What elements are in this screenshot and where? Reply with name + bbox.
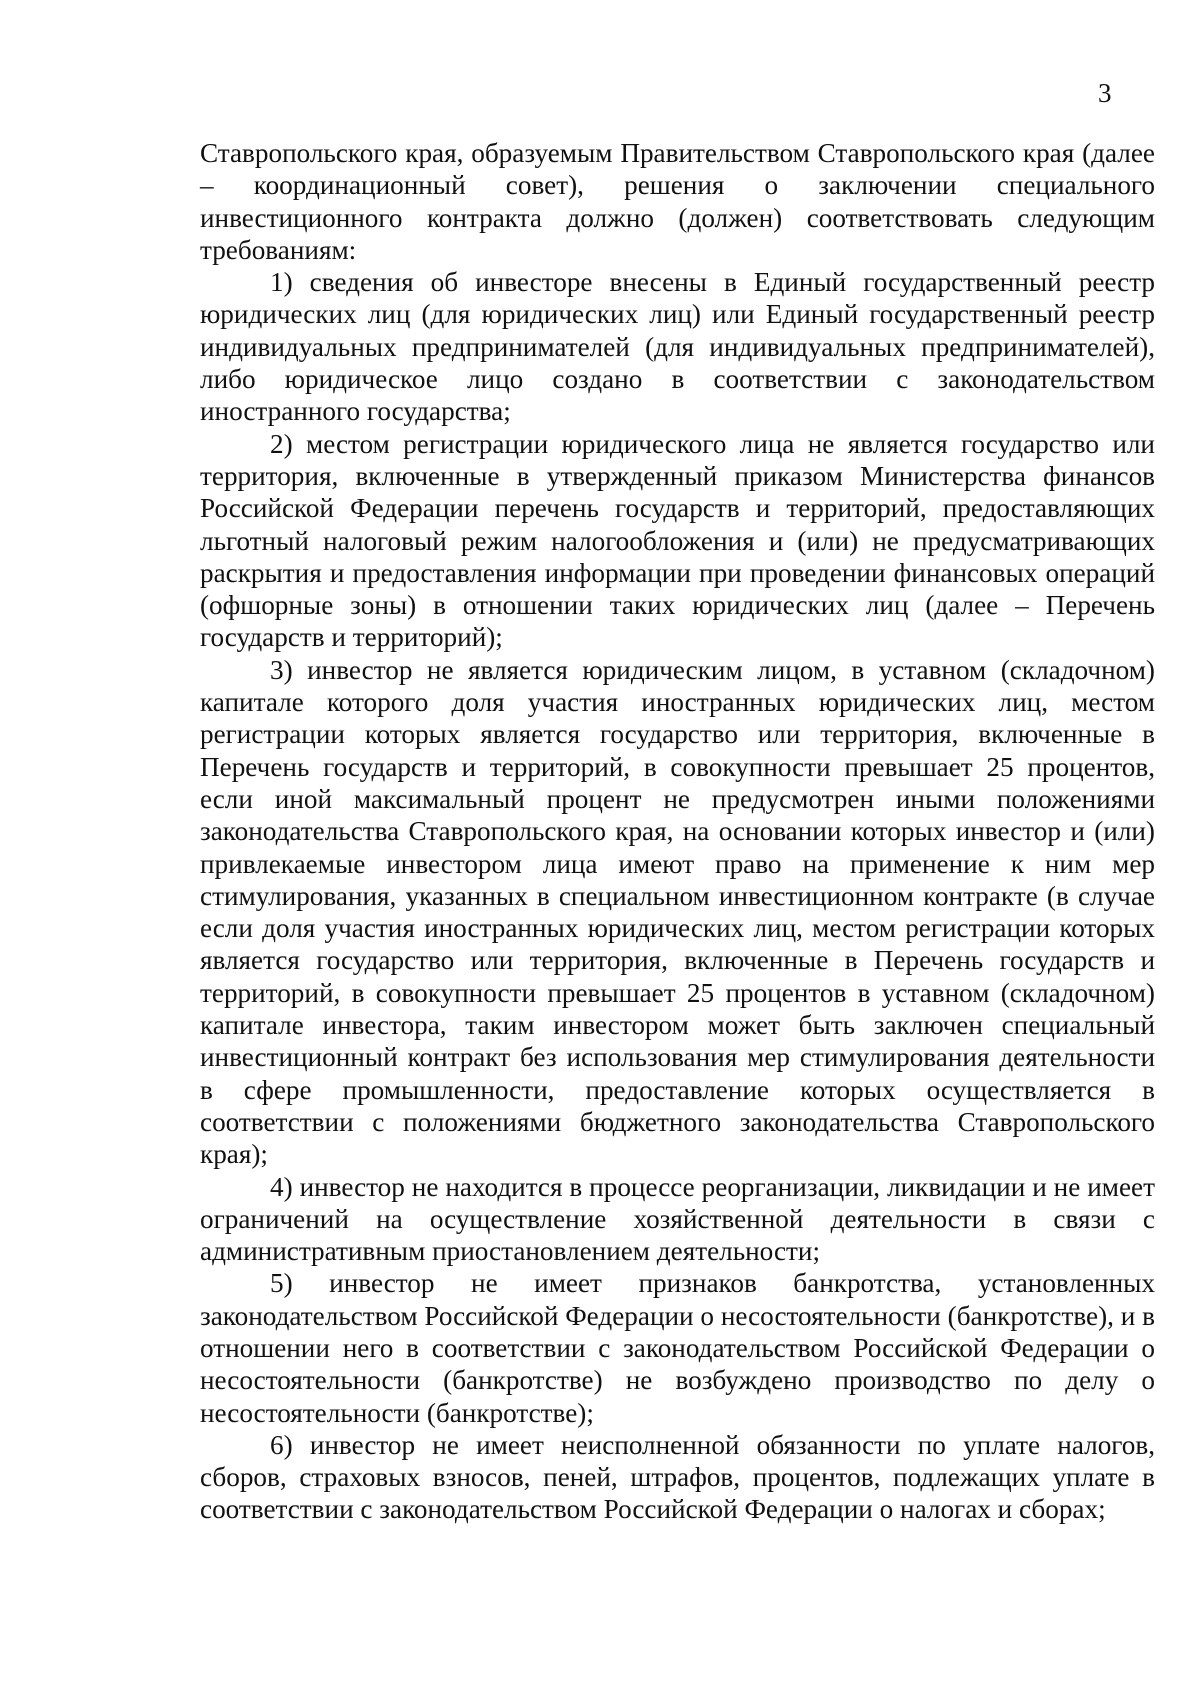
paragraph-item-6: 6) инвестор не имеет неисполненной обязанности по уплате налогов, сборов, страховых взносов, пеней, штрафов, процентов, подлежащих уплате в соответствии с законодательством Российской Федерации о налогах и сборах; xyxy=(200,1429,1155,1525)
page-number: 3 xyxy=(1098,78,1112,108)
paragraph-item-2: 2) местом регистрации юридического лица не является государство или территория, включенные в утвержденный приказом Министерства финансов Российской Федерации перечень государств и территорий, предоставляющих льготный налоговый режим налогообложения и (или) не предусматривающих раскрытия и предоставления информации при проведении финансовых операций (офшорные зоны) в отношении таких юридических лиц (далее – Перечень государств и территорий); xyxy=(200,428,1155,653)
paragraph-continuation: Ставропольского края, образуемым Правительством Ставропольского края (далее – координационный совет), решения о заключении специального инвестиционного контракта должно (должен) соответствовать следующим требованиям: xyxy=(200,138,1155,265)
paragraph-item-4: 4) инвестор не находится в процессе реорганизации, ликвидации и не имеет ограничений на осуществление хозяйственной деятельности в связи с административным приостановлением деятельности; xyxy=(200,1171,1155,1267)
paragraph-item-1: 1) сведения об инвесторе внесены в Единый государственный реестр юридических лиц (для юридических лиц) или Единый государственный реестр индивидуальных предпринимателей (для индивидуальных предпринимателей), либо юридическое лицо создано в соответствии с законодательством иностранного государства; xyxy=(200,267,1155,427)
paragraph-item-3: 3) инвестор не является юридическим лицом, в уставном (складочном) капитале которого доля участия иностранных юридических лиц, местом регистрации которых является государство или территория, включенные в Перечень государств и территорий, в совокупности превышает 25 процентов, если иной максимальный процент не предусмотрен иными положениями законодательства Ставропольского края, на основании которых инвестор и (или) привлекаемые инвестором лица имеют право на применение к ним мер стимулирования, указанных в специальном инвестиционном контракте (в случае если доля участия иностранных юридических лиц, местом регистрации которых является государство или территория, включенные в Перечень государств и территорий, в совокупности превышает 25 процентов в уставном (складочном) капитале инвестора, таким инвестором может быть заключен специальный инвестиционный контракт без использования мер стимулирования деятельности в сфере промышленности, предоставление которых осуществляется в соответствии с положениями бюджетного законодательства Ставропольского края); xyxy=(200,654,1155,1170)
document-body xyxy=(200,137,1155,1526)
paragraph-item-5: 5) инвестор не имеет признаков банкротства, установленных законодательством Российской Федерации о несостоятельности (банкротстве), и в отношении него в соответствии с законодательством Российской Федерации о несостоятельности (банкротстве) не возбуждено производство по делу о несостоятельности (банкротстве); xyxy=(200,1268,1155,1428)
